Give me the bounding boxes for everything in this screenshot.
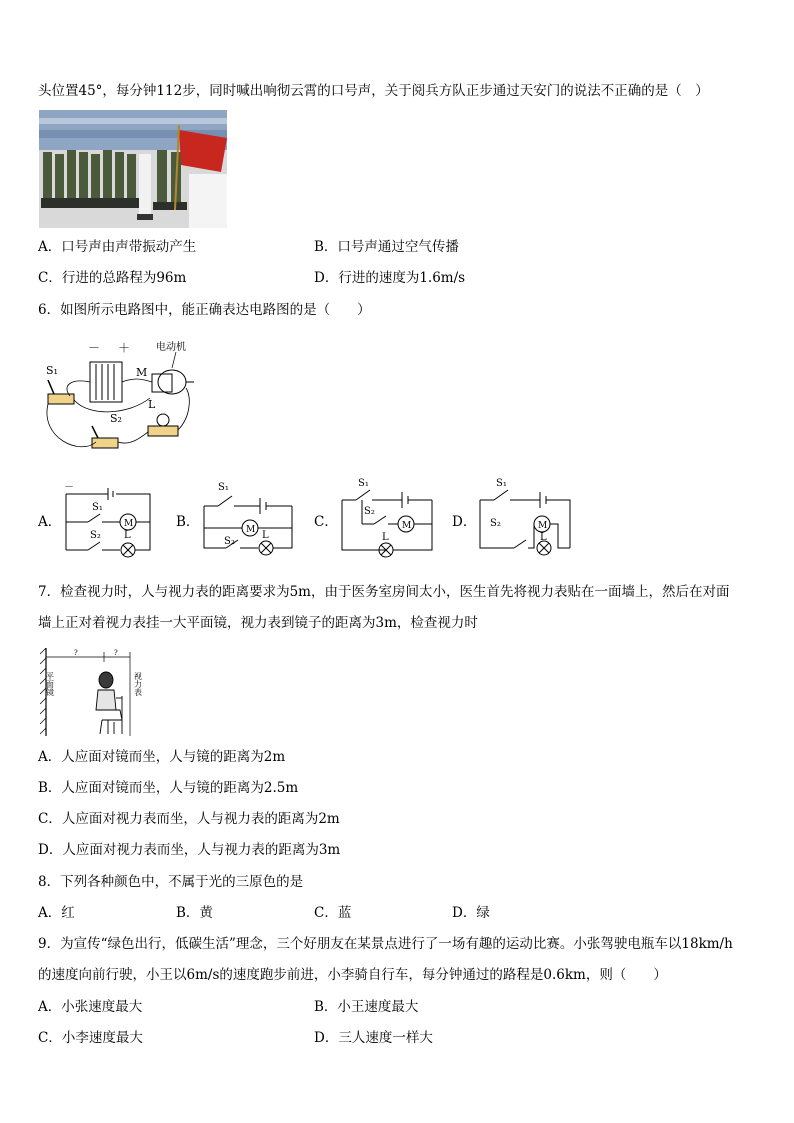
q9-option-d: D．三人速度一样大	[314, 1030, 433, 1046]
circuit-a-s2: S₂	[90, 530, 101, 541]
circuit-c-l: L	[382, 532, 389, 543]
q5-option-b: B．口号声通过空气传播	[314, 239, 459, 255]
circuit-a-s1: S₁	[92, 502, 103, 513]
q7-stem-line2: 墙上正对着视力表挂一大平面镜，视力表到镜子的距离为3m，检查视力时	[38, 615, 478, 631]
q9-option-c: C．小李速度最大	[38, 1030, 143, 1046]
circuit-b-s1: S₁	[218, 482, 229, 493]
circuit-d-s1: S₁	[496, 478, 507, 489]
lamp-l-label: L	[148, 398, 156, 411]
motor-m-label: M	[136, 366, 148, 379]
distance-unknown-2: ?	[114, 649, 118, 657]
q5-option-c: C．行进的总路程为96m	[38, 270, 187, 286]
circuit-a-diagram	[58, 480, 158, 562]
eye-test-figure	[40, 648, 152, 736]
circuit-b-s2: S₂	[224, 536, 235, 547]
q8-option-b: B．黄	[176, 905, 213, 921]
q6-option-b-letter: B．	[176, 514, 200, 530]
q8-stem: 8．下列各种颜色中，不属于光的三原色的是	[38, 874, 304, 890]
q7-option-b: B．人应面对镜而坐，人与镜的距离为2.5m	[38, 780, 299, 796]
circuit-d-m: M	[538, 521, 548, 531]
switch-s1-label: S₁	[46, 364, 58, 377]
q7-stem-line1: 7．检查视力时，人与视力表的距离要求为5m，由于医务室房间太小，医生首先将视力表贴在一面墙上，然后在对面	[38, 584, 730, 600]
q9-option-b: B．小王速度最大	[314, 999, 419, 1015]
q6-option-c-letter: C．	[314, 514, 338, 530]
q5-option-a: A．口号声由声带振动产生	[38, 239, 197, 255]
q6-option-d-letter: D．	[452, 514, 477, 530]
circuit-c-s1: S₁	[358, 478, 369, 489]
switch-s2-label: S₂	[110, 412, 122, 425]
q8-option-c: C．蓝	[314, 905, 352, 921]
lamp-icon	[148, 414, 178, 436]
circuit-c-diagram	[336, 476, 440, 564]
parade-photo	[39, 110, 227, 228]
q9-option-a: A．小张速度最大	[38, 999, 143, 1015]
q8-option-a: A．红	[38, 905, 75, 921]
q5-stem: 头位置45°，每分钟112步，同时喊出响彻云霄的口号声，关于阅兵方队正步通过天安门的说法不正确的是（ ）	[38, 83, 709, 99]
battery-plus-label: ＋	[118, 341, 131, 355]
battery-minus-label: －	[88, 341, 101, 355]
mirror-label: 平面镜	[45, 672, 55, 696]
motor-caption-label: 电动机	[156, 342, 186, 353]
battery-icon	[90, 362, 122, 402]
motor-icon	[152, 370, 194, 394]
circuit-c-m: M	[402, 521, 412, 531]
q9-stem-line2: 的速度向前行驶，小王以6m/s的速度跑步前进，小李骑自行车，每分钟通过的路程是0.6km，则（ ）	[38, 967, 667, 983]
q7-option-a: A．人应面对镜而坐，人与镜的距离为2m	[38, 749, 286, 765]
seated-person-icon	[96, 672, 122, 734]
q5-option-d: D．行进的速度为1.6m/s	[314, 270, 466, 286]
eye-chart-label: 视力表	[133, 672, 143, 696]
circuit-d-diagram	[474, 476, 578, 564]
circuit-b-l: L	[262, 530, 269, 541]
distance-unknown-1: ?	[74, 649, 78, 657]
circuit-c-s2: S₂	[364, 506, 375, 517]
circuit-b-m: M	[246, 525, 256, 535]
circuit-a-m: M	[124, 519, 134, 529]
physical-circuit-figure	[40, 338, 200, 458]
q9-stem-line1: 9．为宣传“绿色出行，低碳生活”理念，三个好朋友在某景点进行了一场有趣的运动比赛。小张驾驶电瓶车以18km/h	[38, 936, 733, 952]
q7-option-d: D．人应面对视力表而坐，人与视力表的距离为3m	[38, 842, 341, 858]
circuit-d-l: L	[540, 532, 547, 543]
circuit-a-l: L	[124, 530, 131, 541]
circuit-a-minus: －	[64, 482, 74, 493]
q7-option-c: C．人应面对视力表而坐，人与视力表的距离为2m	[38, 811, 340, 827]
circuit-b-diagram	[196, 478, 300, 564]
switch-s2-icon	[92, 426, 118, 448]
q8-option-d: D．绿	[452, 905, 490, 921]
circuit-d-s2: S₂	[490, 518, 501, 529]
q6-option-a-letter: A．	[38, 514, 62, 530]
q6-stem: 6．如图所示电路图中，能正确表达电路图的是（ ）	[38, 302, 371, 318]
